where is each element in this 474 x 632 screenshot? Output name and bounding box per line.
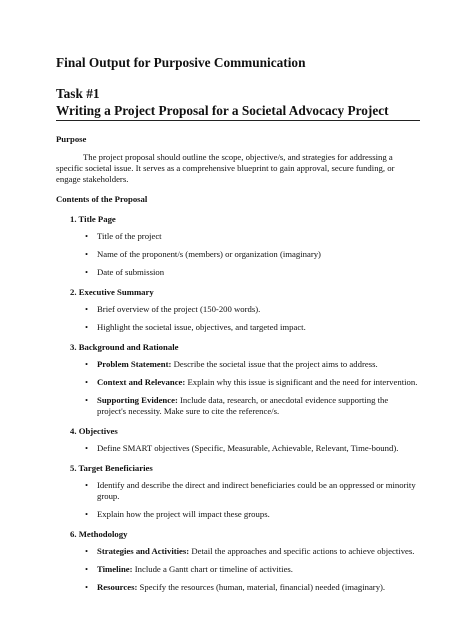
list-item xyxy=(56,267,418,278)
item-lead: Resources: xyxy=(97,582,138,592)
bullet-icon: • xyxy=(85,267,89,277)
bullet-icon: • xyxy=(85,377,89,387)
bullet-icon: • xyxy=(85,509,89,519)
list-item xyxy=(56,582,418,593)
bullet-icon: • xyxy=(85,359,89,369)
item-lead: Problem Statement: xyxy=(97,359,172,369)
bullet-icon: • xyxy=(85,443,89,453)
purpose-heading: Purpose xyxy=(56,134,87,144)
list-item xyxy=(56,509,418,520)
item-text: Name of the proponent/s (members) or organization (imaginary) xyxy=(97,249,321,259)
contents-heading: Contents of the Proposal xyxy=(56,194,148,204)
bullet-icon: • xyxy=(85,582,89,592)
item-lead: Supporting Evidence: xyxy=(97,395,178,405)
item-text: Include a Gantt chart or timeline of activities. xyxy=(132,564,293,574)
bullet-list xyxy=(56,443,418,454)
bullet-icon: • xyxy=(85,480,89,490)
document-title: Final Output for Purposive Communication xyxy=(56,55,306,70)
item-text: Explain how the project will impact these groups. xyxy=(97,509,270,519)
list-item xyxy=(56,359,418,370)
item-text: Title of the project xyxy=(97,231,162,241)
item-text: Date of submission xyxy=(97,267,165,277)
list-item xyxy=(56,304,418,315)
item-text: Highlight the societal issue, objectives, and targeted impact. xyxy=(97,322,306,332)
section-heading: 6. Methodology xyxy=(70,529,128,539)
section-heading: 4. Objectives xyxy=(70,426,118,436)
section-heading: 1. Title Page xyxy=(70,214,116,224)
bullet-icon: • xyxy=(85,322,89,332)
task-heading-block xyxy=(56,85,420,121)
bullet-list xyxy=(56,480,418,520)
list-item xyxy=(56,231,418,242)
list-item xyxy=(56,546,418,557)
list-item xyxy=(56,395,418,417)
bullet-icon: • xyxy=(85,395,89,405)
bullet-list xyxy=(56,546,418,593)
section-heading: 5. Target Beneficiaries xyxy=(70,463,153,473)
list-item xyxy=(56,377,418,388)
proposal-sections xyxy=(56,214,418,593)
list-item xyxy=(56,322,418,333)
list-item xyxy=(56,480,418,502)
section-heading: 2. Executive Summary xyxy=(70,287,154,297)
bullet-icon: • xyxy=(85,231,89,241)
item-text: Identify and describe the direct and indirect beneficiaries could be an oppressed or minority group. xyxy=(97,480,416,501)
item-lead: Timeline: xyxy=(97,564,133,574)
bullet-icon: • xyxy=(85,249,89,259)
item-lead: Strategies and Activities: xyxy=(97,546,190,556)
item-text: Define SMART objectives (Specific, Measurable, Achievable, Relevant, Time-bound). xyxy=(97,443,399,453)
section-heading: 3. Background and Rationale xyxy=(70,342,179,352)
bullet-icon: • xyxy=(85,546,89,556)
task-title: Writing a Project Proposal for a Societal Advocacy Project xyxy=(56,103,389,118)
bullet-icon: • xyxy=(85,564,89,574)
item-text: Include data, research, or anecdotal evidence supporting the project's necessity. Make sure to cite the reference/s. xyxy=(97,395,389,416)
bullet-list xyxy=(56,304,418,333)
item-text: Explain why this issue is significant and the need for intervention. xyxy=(185,377,418,387)
bullet-list xyxy=(56,359,418,417)
list-item xyxy=(56,249,418,260)
item-text: Specify the resources (human, material, financial) needed (imaginary). xyxy=(137,582,386,592)
purpose-paragraph: The project proposal should outline the scope, objective/s, and strategies for addressing a specific societal issue. It serves as a comprehensive blueprint to gain approval, secure funding, or engage stakeholders. xyxy=(56,152,395,184)
list-item xyxy=(56,443,418,454)
item-text: Describe the societal issue that the project aims to address. xyxy=(171,359,378,369)
bullet-list xyxy=(56,231,418,278)
document-body xyxy=(56,134,418,593)
bullet-icon: • xyxy=(85,304,89,314)
item-text: Brief overview of the project (150-200 words). xyxy=(97,304,261,314)
task-number: Task #1 xyxy=(56,86,100,101)
item-text: Detail the approaches and specific actions to achieve objectives. xyxy=(189,546,415,556)
item-lead: Context and Relevance: xyxy=(97,377,186,387)
list-item xyxy=(56,564,418,575)
